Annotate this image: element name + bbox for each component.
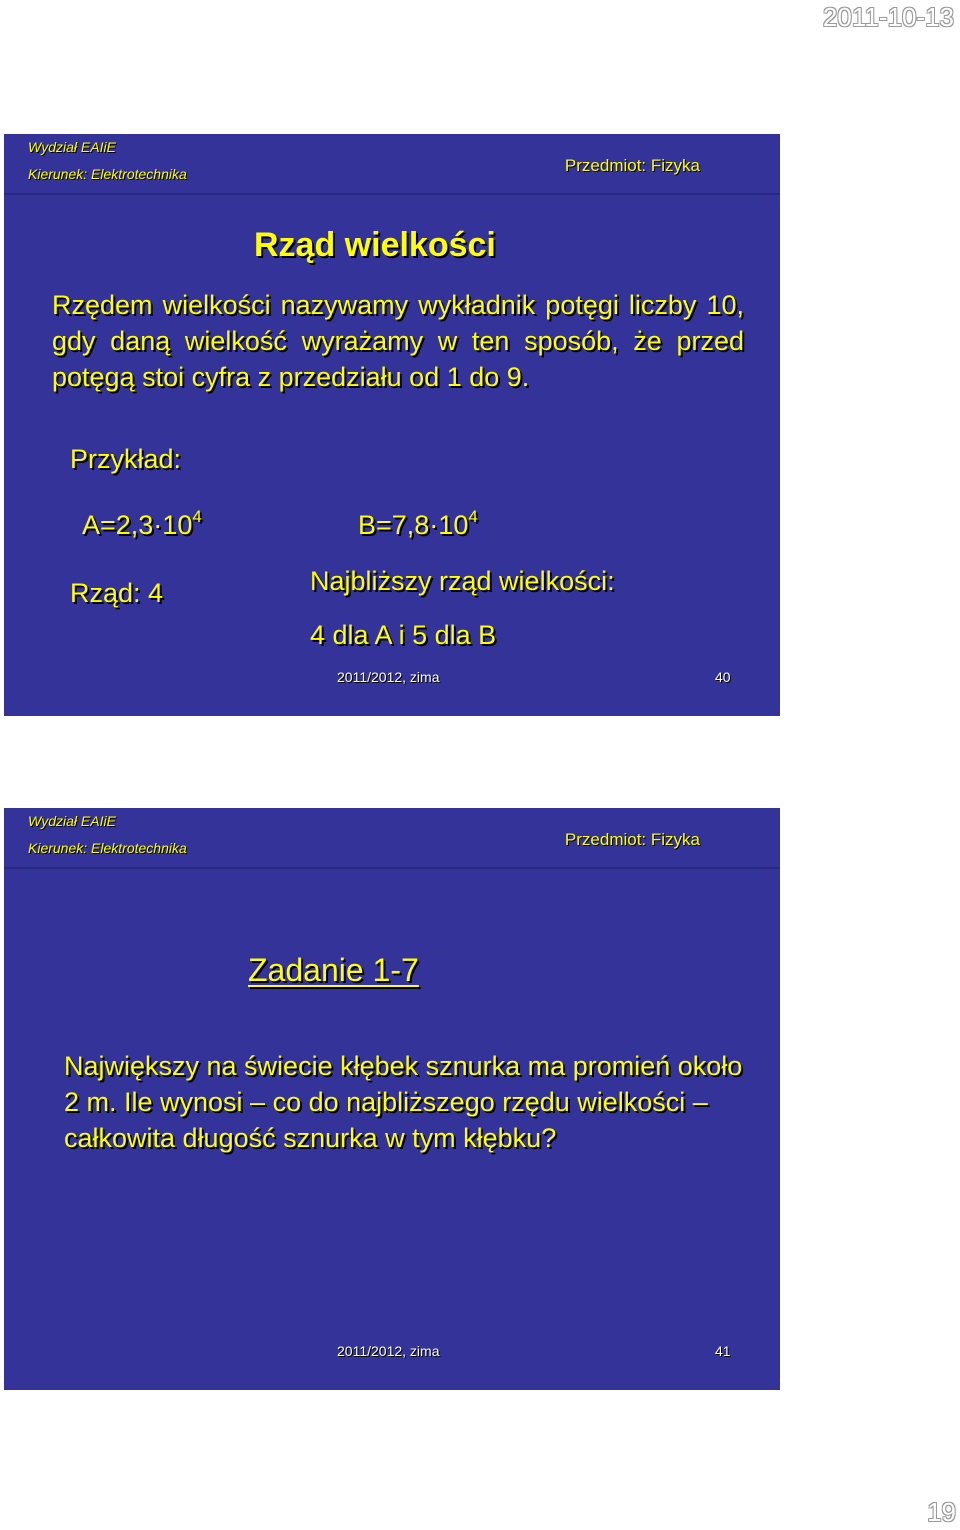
slide-title: Zadanie 1-7 [248,952,419,988]
subject-label: Przedmiot: Fizyka [564,156,700,175]
slide-title: Rząd wielkości [254,226,496,264]
slide-41 [4,808,780,1390]
page-number: 19 [927,1497,956,1527]
formula-a-exponent: 4 [192,507,202,526]
nearest-order-values: 4 dla A i 5 dla B [310,620,497,650]
slide-number: 40 [715,669,731,685]
order-label: Rząd: 4 [70,578,164,608]
faculty-label: Wydział EAIiE [28,813,116,829]
formula-b-base: B=7,8·10 [358,510,469,540]
major-label: Kierunek: Elektrotechnika [28,166,187,182]
faculty-label: Wydział EAIiE [28,139,116,155]
subject-label: Przedmiot: Fizyka [564,830,700,849]
formula-a [82,507,202,541]
definition-text: Rzędem wielkości nazywamy wykładnik potęgi liczby 10, gdy daną wielkość wyrażamy w ten sposób, że przed potęgą stoi cyfra z przedziału od 1 do 9. [52,290,744,392]
formula-b-exponent: 4 [468,507,478,526]
page-date: 2011-10-13 [822,2,954,32]
nearest-order-label: Najbliższy rząd wielkości: [310,566,615,596]
footer-term: 2011/2012, zima [337,1343,440,1359]
slide-number: 41 [715,1343,731,1359]
major-label: Kierunek: Elektrotechnika [28,840,187,856]
footer-term: 2011/2012, zima [337,669,440,685]
slide-header [4,808,780,869]
formula-b [358,507,478,541]
formula-a-base: A=2,3·10 [82,510,193,540]
slide-40 [4,134,780,716]
problem-text: Największy na świecie kłębek sznurka ma promień około 2 m. Ile wynosi – co do najbliższego rzędu wielkości – całkowita długość sznurka w tym kłębku? [64,1051,743,1153]
example-label: Przykład: [70,444,182,474]
slide-header [4,134,780,195]
